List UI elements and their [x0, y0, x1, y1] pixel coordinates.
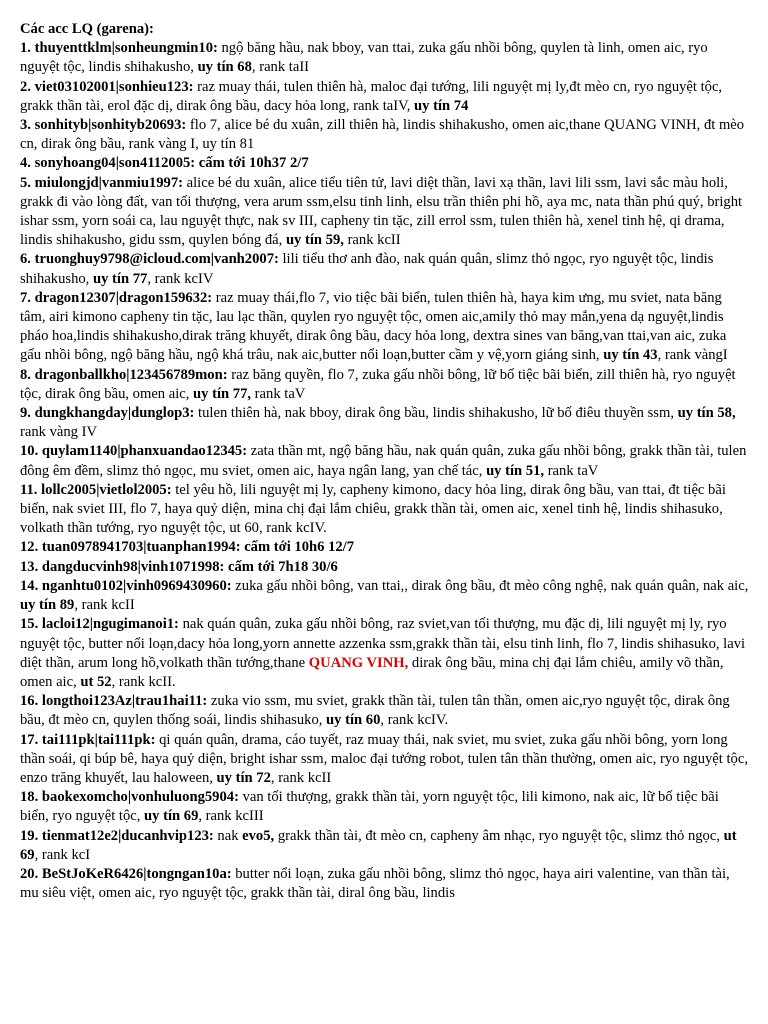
- bold-text: lacloi12|ngugimanoi1:: [41, 616, 179, 633]
- entry-text: tulen thiên hà, nak bboy, dirak ông bầu, lindis shihakusho, lữ bố điêu thuyền ssm,: [194, 405, 678, 422]
- bold-text: dragon12307|dragon159632:: [34, 289, 213, 306]
- entry-text: , rank kcII: [74, 597, 135, 614]
- bold-text: uy tín 77: [92, 270, 148, 287]
- account-entry: [20, 481, 750, 539]
- bold-text: dungkhangday|dunglop3:: [34, 405, 195, 422]
- bold-text: dragonballkho|123456789mon:: [34, 366, 228, 383]
- bold-text: baokexomcho|vonhuluong5904:: [41, 789, 239, 806]
- entry-number: 9.: [20, 405, 31, 422]
- bold-text: BeStJoKeR6426|tongngan10a:: [41, 865, 232, 882]
- entry-text: zuka vio ssm, mu sviet, grakk thần tài, tulen tân thần, omen aic,ryo nguyệt tộc, dirak ông bầu, đt mèo cn, quylen thống soái, lindis shihasuko,: [20, 693, 730, 729]
- entry-text: raz băng quyền, flo 7, zuka gấu nhồi bông, lữ bố tiệc bãi biển, zill thiên hà, ryo nguyệt tộc, dirak ông bầu, omen aic,: [20, 366, 736, 402]
- bold-text: tuan0978941703|tuanphan1994: cấm tới 10h6 12/7: [41, 539, 355, 556]
- entry-number: 12.: [20, 539, 39, 556]
- account-entry: [20, 558, 750, 577]
- account-entry: [20, 442, 750, 480]
- bold-text: uy tín 58,: [677, 405, 736, 422]
- document-title: Các acc LQ (garena):: [20, 21, 154, 37]
- entry-number: 1.: [20, 40, 31, 57]
- entry-text: rank taV: [544, 462, 599, 479]
- bold-text: uy tín 77,: [193, 385, 252, 402]
- entry-text: , rank kcI: [34, 846, 91, 863]
- account-entry: [20, 250, 750, 288]
- account-entry: [20, 827, 750, 865]
- entry-number: 8.: [20, 366, 31, 383]
- bold-text: uy tín 43: [603, 347, 658, 364]
- bold-text: ut 69: [20, 827, 737, 863]
- bold-text: uy tín 59,: [285, 232, 344, 249]
- entry-text: nak: [213, 827, 243, 844]
- entry-text: , rank kcIV.: [380, 712, 449, 729]
- account-entry: [20, 404, 750, 442]
- entry-text: raz muay thái, tulen thiên hà, maloc đại tướng, lili nguyệt mị ly,đt mèo cn, ryo nguyệt tộc, grakk thần tài, erol đặc dị, dirak ông bầu, dacy hỏa long, rank taIV,: [20, 78, 723, 114]
- bold-text: sonyhoang04|son4112005: cấm tới 10h37 2/7: [34, 155, 309, 172]
- entry-text: grakk thần tài, đt mèo cn, capheny âm nhạc, ryo nguyệt tộc, slimz thỏ ngọc,: [274, 827, 724, 844]
- account-entry: [20, 615, 750, 692]
- entry-text: flo 7, alice bé du xuân, zill thiên hà, lindis shihakusho, omen aic,thane QUANG VINH, đt mèo cn, dirak ông bầu, rank vàng I, uy tín 81: [20, 117, 745, 153]
- bold-text: uy tín 69: [144, 808, 199, 825]
- account-entry: [20, 538, 750, 557]
- entry-number: 16.: [20, 693, 39, 710]
- bold-text: uy tín 68: [197, 59, 252, 76]
- account-entry: [20, 577, 750, 615]
- bold-text: uy tín 89: [20, 597, 75, 614]
- account-entry: [20, 116, 750, 154]
- account-entry: [20, 154, 750, 173]
- entry-number: 4.: [20, 155, 31, 172]
- entry-text: dirak ông bầu, mina chị đại lắm chiêu, amily võ thần, omen aic,: [20, 654, 724, 690]
- account-entry: [20, 174, 750, 251]
- entry-text: alice bé du xuân, alice tiểu tiên tử, lavi diệt thần, lavi xạ thần, lavi lili ssm, lavi sắc màu holi, grakk đi vào lòng đất, van tối thượng, vera arum ssm,elsu tinh linh, elsu trần thiên phi hồ, aya mc, nata thần phú quý, bright ishar ssm, yorn soái ca, lau nguyệt thực, nak sv III, capheny tin tặc, zill errol ssm, tulen thiên hà, xenel tinh hệ, qi drama, lindis shihakusho, gidu ssm, quylen bóng đá,: [20, 174, 743, 249]
- bold-text: uy tín 72: [216, 769, 271, 786]
- bold-text: dangducvinh98|vinh1071998: cấm tới 7h18 30/6: [41, 558, 338, 575]
- entry-text: rank taV: [251, 385, 306, 402]
- entry-number: 13.: [20, 558, 39, 575]
- bold-text: tienmat12e2|ducanhvip123:: [41, 827, 214, 844]
- entry-number: 3.: [20, 117, 31, 134]
- account-entry: [20, 289, 750, 366]
- bold-text: longthoi123Az|trau1hai11:: [41, 693, 208, 710]
- bold-text: uy tín 51,: [486, 462, 545, 479]
- account-entry: [20, 692, 750, 730]
- entry-text: tel yêu hồ, lili nguyệt mị ly, capheny kimono, dacy hỏa ling, dirak ông bầu, van ttai, đt tiệc bãi biển, nak sviet III, flo 7, haya quỷ diện, mina chị đại lắm chiêu, grakk thần tài, omen aic, xenel tinh hệ, lindis shihasuko, volkath thần tướng, ryo nguyệt tộc, ut 60, rank kcIV.: [20, 481, 726, 537]
- bold-text: lollc2005|vietlol2005:: [41, 481, 172, 498]
- bold-text: uy tín 60: [326, 712, 381, 729]
- entry-number: 10.: [20, 443, 39, 460]
- document-page: [20, 20, 750, 903]
- account-entry: [20, 78, 750, 116]
- entry-text: , rank kcIV: [147, 270, 214, 287]
- entry-text: zata thần mt, ngộ băng hầu, nak quán quân, zuka gấu nhồi bông, grakk thần tài, tulen đông êm đềm, slimz thỏ ngọc, mu sviet, omen aic, haya ngân lang, yan chế tác,: [20, 443, 747, 479]
- entry-number: 17.: [20, 731, 39, 748]
- entry-text: raz muay thái,flo 7, vio tiệc bãi biển, tulen thiên hà, haya kim ưng, mu sviet, nata băng tâm, airi kimono capheny tin tặc, lau lạc thần, quylen ryo nguyệt tộc, omen aic,amily thỏ may mắn,yena dạ nguyệt,lindis pháo hoa,lindis shihakusho,dirak trăng khuyết, dirak ông bầu, dacy hỏa long, dextra sines van băng,van ttai,van aic, zuka gấu nhồi bông, ngộ băng hầu, ngộ khá trâu, nak aic,butter nổi loạn,butter cầm y vệ,yorn giáng sinh,: [20, 289, 727, 364]
- highlight-text: QUANG VINH,: [308, 654, 409, 671]
- entry-number: 19.: [20, 827, 39, 844]
- entry-text: butter nổi loạn, zuka gấu nhồi bông, slimz thỏ ngọc, haya airi valentine, van thần tài, mu siêu việt, omen aic, ryo nguyệt tộc, grakk thần tài, diral ông bầu, lindis: [20, 865, 730, 902]
- account-entry: [20, 788, 750, 826]
- bold-text: miulongjd|vanmiu1997:: [34, 174, 183, 191]
- entry-number: 2.: [20, 78, 31, 95]
- entry-number: 15.: [20, 616, 39, 633]
- account-entry: [20, 731, 750, 789]
- account-list: [20, 39, 750, 903]
- entry-number: 5.: [20, 174, 31, 191]
- bold-text: uy tín 74: [414, 97, 469, 114]
- bold-text: sonhityb|sonhityb20693:: [34, 117, 187, 134]
- bold-text: nganhtu0102|vinh0969430960:: [41, 577, 232, 594]
- entry-text: rank kcII: [343, 232, 401, 249]
- bold-text: quylam1140|phanxuandao12345:: [41, 443, 248, 460]
- entry-text: lili tiểu thơ anh đào, nak quán quân, slimz thỏ ngọc, ryo nguyệt tộc, lindis shihakusho,: [20, 251, 714, 287]
- entry-text: , rank vàngI: [657, 347, 728, 364]
- bold-text: truonghuy9798@icloud.com|vanh2007:: [34, 251, 279, 268]
- entry-text: rank vàng IV: [20, 424, 97, 441]
- account-entry: [20, 39, 750, 77]
- bold-text: ut 52: [80, 673, 112, 690]
- bold-text: viet03102001|sonhieu123:: [34, 78, 194, 95]
- bold-text: evo5,: [242, 827, 275, 844]
- entry-number: 11.: [20, 481, 38, 498]
- entry-text: nak quán quân, zuka gấu nhồi bông, raz sviet,van tối thượng, mu đặc dị, lili nguyệt mị ly, ryo nguyệt tộc, butter nổi loạn,dacy hỏa long,yorn annette azzenka ssm,grakk thần tài, elsu tinh linh, flo 7, lindis shihasuko, lavi diệt thần, arum long hồ,volkath thần tướng,thane: [20, 616, 746, 671]
- entry-text: , rank kcII: [270, 769, 332, 786]
- entry-text: zuka gấu nhồi bông, van ttai,, dirak ông bầu, đt mèo công nghệ, nak quán quân, nak aic,: [231, 577, 749, 594]
- entry-text: , rank taII: [251, 59, 310, 76]
- entry-text: ngộ băng hầu, nak bboy, van ttai, zuka gấu nhồi bông, quylen tà linh, omen aic, ryo nguyệt tộc, lindis shihakusho,: [20, 40, 708, 76]
- bold-text: tai111pk|tai111pk:: [41, 731, 156, 748]
- entry-text: qi quán quân, drama, cáo tuyết, raz muay thái, nak sviet, mu sviet, zuka gấu nhồi bông, yorn long thần soái, qi búp bê, haya quỷ diện, bright ishar ssm, maloc đại tướng robot, tulen tân thần thường, omen aic, ryo nguyệt tộc, enzo trăng khuyết, lau haloween,: [20, 731, 748, 786]
- entry-number: 18.: [20, 789, 39, 806]
- entry-text: , rank kcIII: [198, 808, 264, 825]
- entry-number: 7.: [20, 289, 31, 306]
- account-entry: [20, 366, 750, 404]
- account-entry: [20, 865, 750, 903]
- bold-text: thuyenttklm|sonheungmin10:: [34, 40, 218, 57]
- entry-text: , rank kcII.: [111, 673, 176, 690]
- entry-number: 6.: [20, 251, 31, 268]
- entry-number: 20.: [20, 865, 39, 882]
- entry-number: 14.: [20, 577, 39, 594]
- entry-text: van tối thượng, grakk thần tài, yorn nguyệt tộc, lili kimono, nak aic, lữ bố tiệc bãi biển, ryo nguyệt tộc,: [20, 789, 719, 825]
